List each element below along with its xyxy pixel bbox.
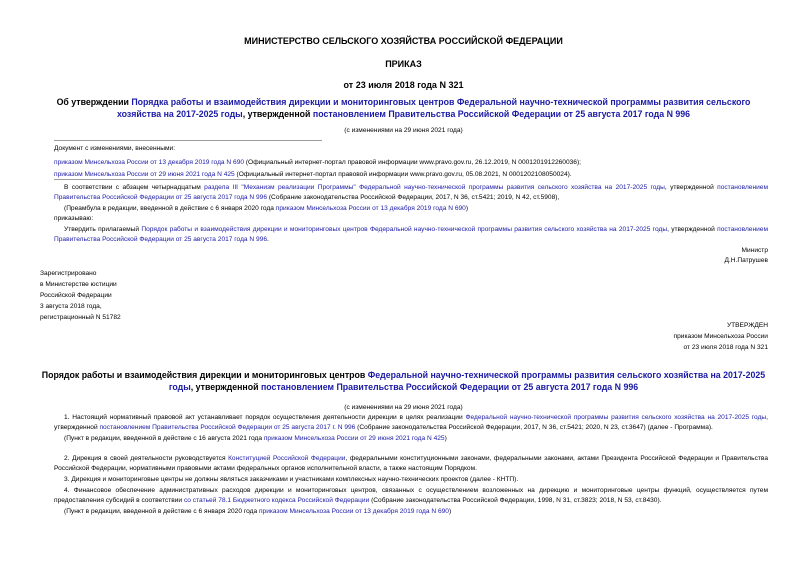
approved-line: приказом Минсельхоза России	[673, 333, 768, 340]
preamble-edit-note: (Преамбула в редакции, введенной в действие с 6 января 2020 года приказом Минсельхоза России от 13 декабря 2019 года N 690)	[64, 205, 469, 212]
document-date-number: от 23 июля 2018 года N 321	[343, 80, 464, 90]
program-section-link[interactable]: раздела III "Механизм реализации Программы" Федеральной научно-технической программы развития сельского хозяйства на 2017-2025 годы	[204, 184, 665, 191]
decree-link[interactable]: постановлением Правительства Российской Федерации от 25 августа 2017 года N 996	[54, 184, 768, 201]
amendment-link[interactable]: приказом Минсельхоза России от 29 июня 2021 года N 425	[263, 435, 445, 442]
registration-line: Российской Федерации	[40, 292, 112, 299]
budget-code-link[interactable]: со статьей 78.1 Бюджетного кодекса Российской Федерации	[183, 497, 370, 504]
changes-block	[54, 144, 774, 180]
approve-paragraph: Утвердить прилагаемый Порядок работы и взаимодействия дирекции и мониторинговых центров Федеральной научно-технической программы развития сельского хозяйства на 2017-2025 годы, утвержденной постановлением Правительства Российской Федерации от 25 августа 2017 года N 996.	[54, 226, 768, 243]
divider	[54, 140, 322, 141]
document-title	[20, 96, 787, 120]
registration-line: регистрационный N 51782	[40, 314, 121, 321]
registration-block	[40, 268, 121, 323]
order-title-program-link[interactable]: Федеральной научно-технической программы развития сельского хозяйства на 2017-2025	[367, 370, 766, 380]
registration-line: в Министерстве юстиции	[40, 281, 117, 288]
title-prefix: Об утверждении	[56, 97, 132, 107]
preamble	[54, 183, 768, 245]
order-link[interactable]: Порядок работы и взаимодействия дирекции и мониторинговых центров Федеральной научно-технической программы развития сельского хозяйства на 2017-2025 годы	[141, 226, 668, 233]
ministry-name: МИНИСТЕРСТВО СЕЛЬСКОГО ХОЗЯЙСТВА РОССИЙСКОЙ ФЕДЕРАЦИИ	[244, 36, 563, 46]
orders-word: приказываю:	[54, 215, 94, 222]
amendment-link[interactable]: приказом Минсельхоза России от 13 декабря 2019 года N 690	[258, 508, 449, 515]
order-amended-note: (с изменениями на 29 июня 2021 года)	[344, 404, 463, 411]
title-link-decree[interactable]: постановлением Правительства Российской Федерации от 25 августа 2017 года N 996	[312, 109, 691, 119]
title-link-order[interactable]: Порядка работы и взаимодействия дирекции и мониторинговых центров Федеральной научно-технической программы развития сельского	[131, 97, 751, 107]
clause-1-note: (Пункт в редакции, введенной в действие с 16 августа 2021 года приказом Минсельхоза России от 29 июня 2021 года N 425)	[64, 435, 447, 442]
clause-1: 1. Настоящий нормативный правовой акт устанавливает порядок осуществления деятельности дирекции в целях реализации Федеральной научно-технической программы развития сельского хозяйства на 2017-2025 годы, утвержденной постановлением Правительства Российской Федерации от 25 августа 2017 г. N 996 (Собрание законодательства Российской Федерации, 2017, N 36, ст.5421; 2020, N 23, ст.3647) (далее - Программа).	[54, 414, 769, 431]
change-link[interactable]: приказом Минсельхоза России от 13 декабря 2019 года N 690	[54, 159, 245, 166]
signature-name: Д.Н.Патрушев	[724, 257, 768, 264]
clause-4: 4. Финансовое обеспечение административных расходов дирекции и мониторинговых центров, связанных с осуществлением возложенных на дирекцию и мониторинговые центры функций, осуществляется путем предоставления субсидий в соответствии со статьей 78.1 Бюджетного кодекса Российской Федерации (Собрание законодательства Российской Федерации, 1998, N 31, ст.3823; 2018, N 53, ст.8430).	[54, 487, 768, 504]
changes-heading: Документ с изменениями, внесенными:	[54, 145, 176, 152]
decree-link[interactable]: постановлением Правительства Российской Федерации от 25 августа 2017 г. N 996	[99, 424, 356, 431]
constitution-link[interactable]: Конституцией Российской Федерации	[228, 455, 346, 462]
approved-label: УТВЕРЖДЕН	[726, 322, 768, 329]
preamble-paragraph: В соответствии с абзацем четырнадцатым раздела III "Механизм реализации Программы" Федеральной научно-технической программы развития сельского хозяйства на 2017-2025 годы, утвержденной постановлением Правительства Российской Федерации от 25 августа 2017 года N 996 (Собрание законодательства Российской Федерации, 2017, N 36, ст.5421; 2019, N 42, ст.5908),	[54, 184, 768, 201]
clauses	[54, 413, 768, 517]
approved-line: от 23 июля 2018 года N 321	[683, 344, 768, 351]
document-type: ПРИКАЗ	[385, 59, 422, 69]
registration-line: 3 августа 2018 года,	[40, 303, 102, 310]
title-middle: , утвержденной	[242, 109, 313, 119]
clause-4-note: (Пункт в редакции, введенной в действие с 6 января 2020 года приказом Минсельхоза России от 13 декабря 2019 года N 690)	[64, 508, 452, 515]
order-title-decree-link[interactable]: постановлением Правительства Российской Федерации от 25 августа 2017 года N 996	[260, 382, 639, 392]
signature-block	[724, 246, 768, 266]
order-title: Порядок работы и взаимодействия дирекции и мониторинговых центров Федеральной научно-технической программы развития сельского хозяйства на 2017-2025 годы, утвержденной постановлением Правительства Российской Федерации от 25 августа 2017 года N 996	[41, 370, 766, 392]
clause-2: 2. Дирекция в своей деятельности руководствуется Конституцией Российской Федерации, федеральными конституционными законами, федеральными законами, актами Президента Российской Федерации и Правительства Российской Федерации, нормативными правовыми актами федеральных органов исполнительной власти, а также настоящим Порядком.	[54, 455, 768, 472]
approved-block	[674, 320, 768, 353]
registration-line: Зарегистрировано	[40, 270, 97, 277]
program-link[interactable]: Федеральной научно-технической программы развития сельского хозяйства на 2017-2025 годы	[465, 414, 767, 421]
order-title-program-link-cont[interactable]: годы	[168, 382, 191, 392]
amendment-link[interactable]: приказом Минсельхоза России от 13 декабря 2019 года N 690	[275, 205, 466, 212]
amended-note: (с изменениями на 29 июня 2021 года)	[344, 127, 463, 134]
divider	[54, 179, 322, 180]
decree-link[interactable]: постановлением Правительства Российской Федерации от 25 августа 2017 года N 996	[54, 226, 768, 243]
change-item: приказом Минсельхоза России от 29 июня 2021 года N 425 (Официальный интернет-портал правовой информации www.pravo.gov.ru, 05.08.2021, N 0001202108050024).	[54, 171, 572, 178]
clause-3: 3. Дирекция и мониторинговые центры не должны являться заказчиками и участниками комплексных научно-технических проектов (далее - КНТП).	[64, 476, 519, 483]
signature-position: Министр	[741, 247, 768, 254]
title-link-order-cont[interactable]: хозяйства на 2017-2025 годы	[116, 109, 243, 119]
change-item: приказом Минсельхоза России от 13 декабря 2019 года N 690 (Официальный интернет-портал правовой информации www.pravo.gov.ru, 26.12.2019, N 0001201912260036);	[54, 159, 581, 166]
change-link[interactable]: приказом Минсельхоза России от 29 июня 2021 года N 425	[54, 171, 235, 178]
